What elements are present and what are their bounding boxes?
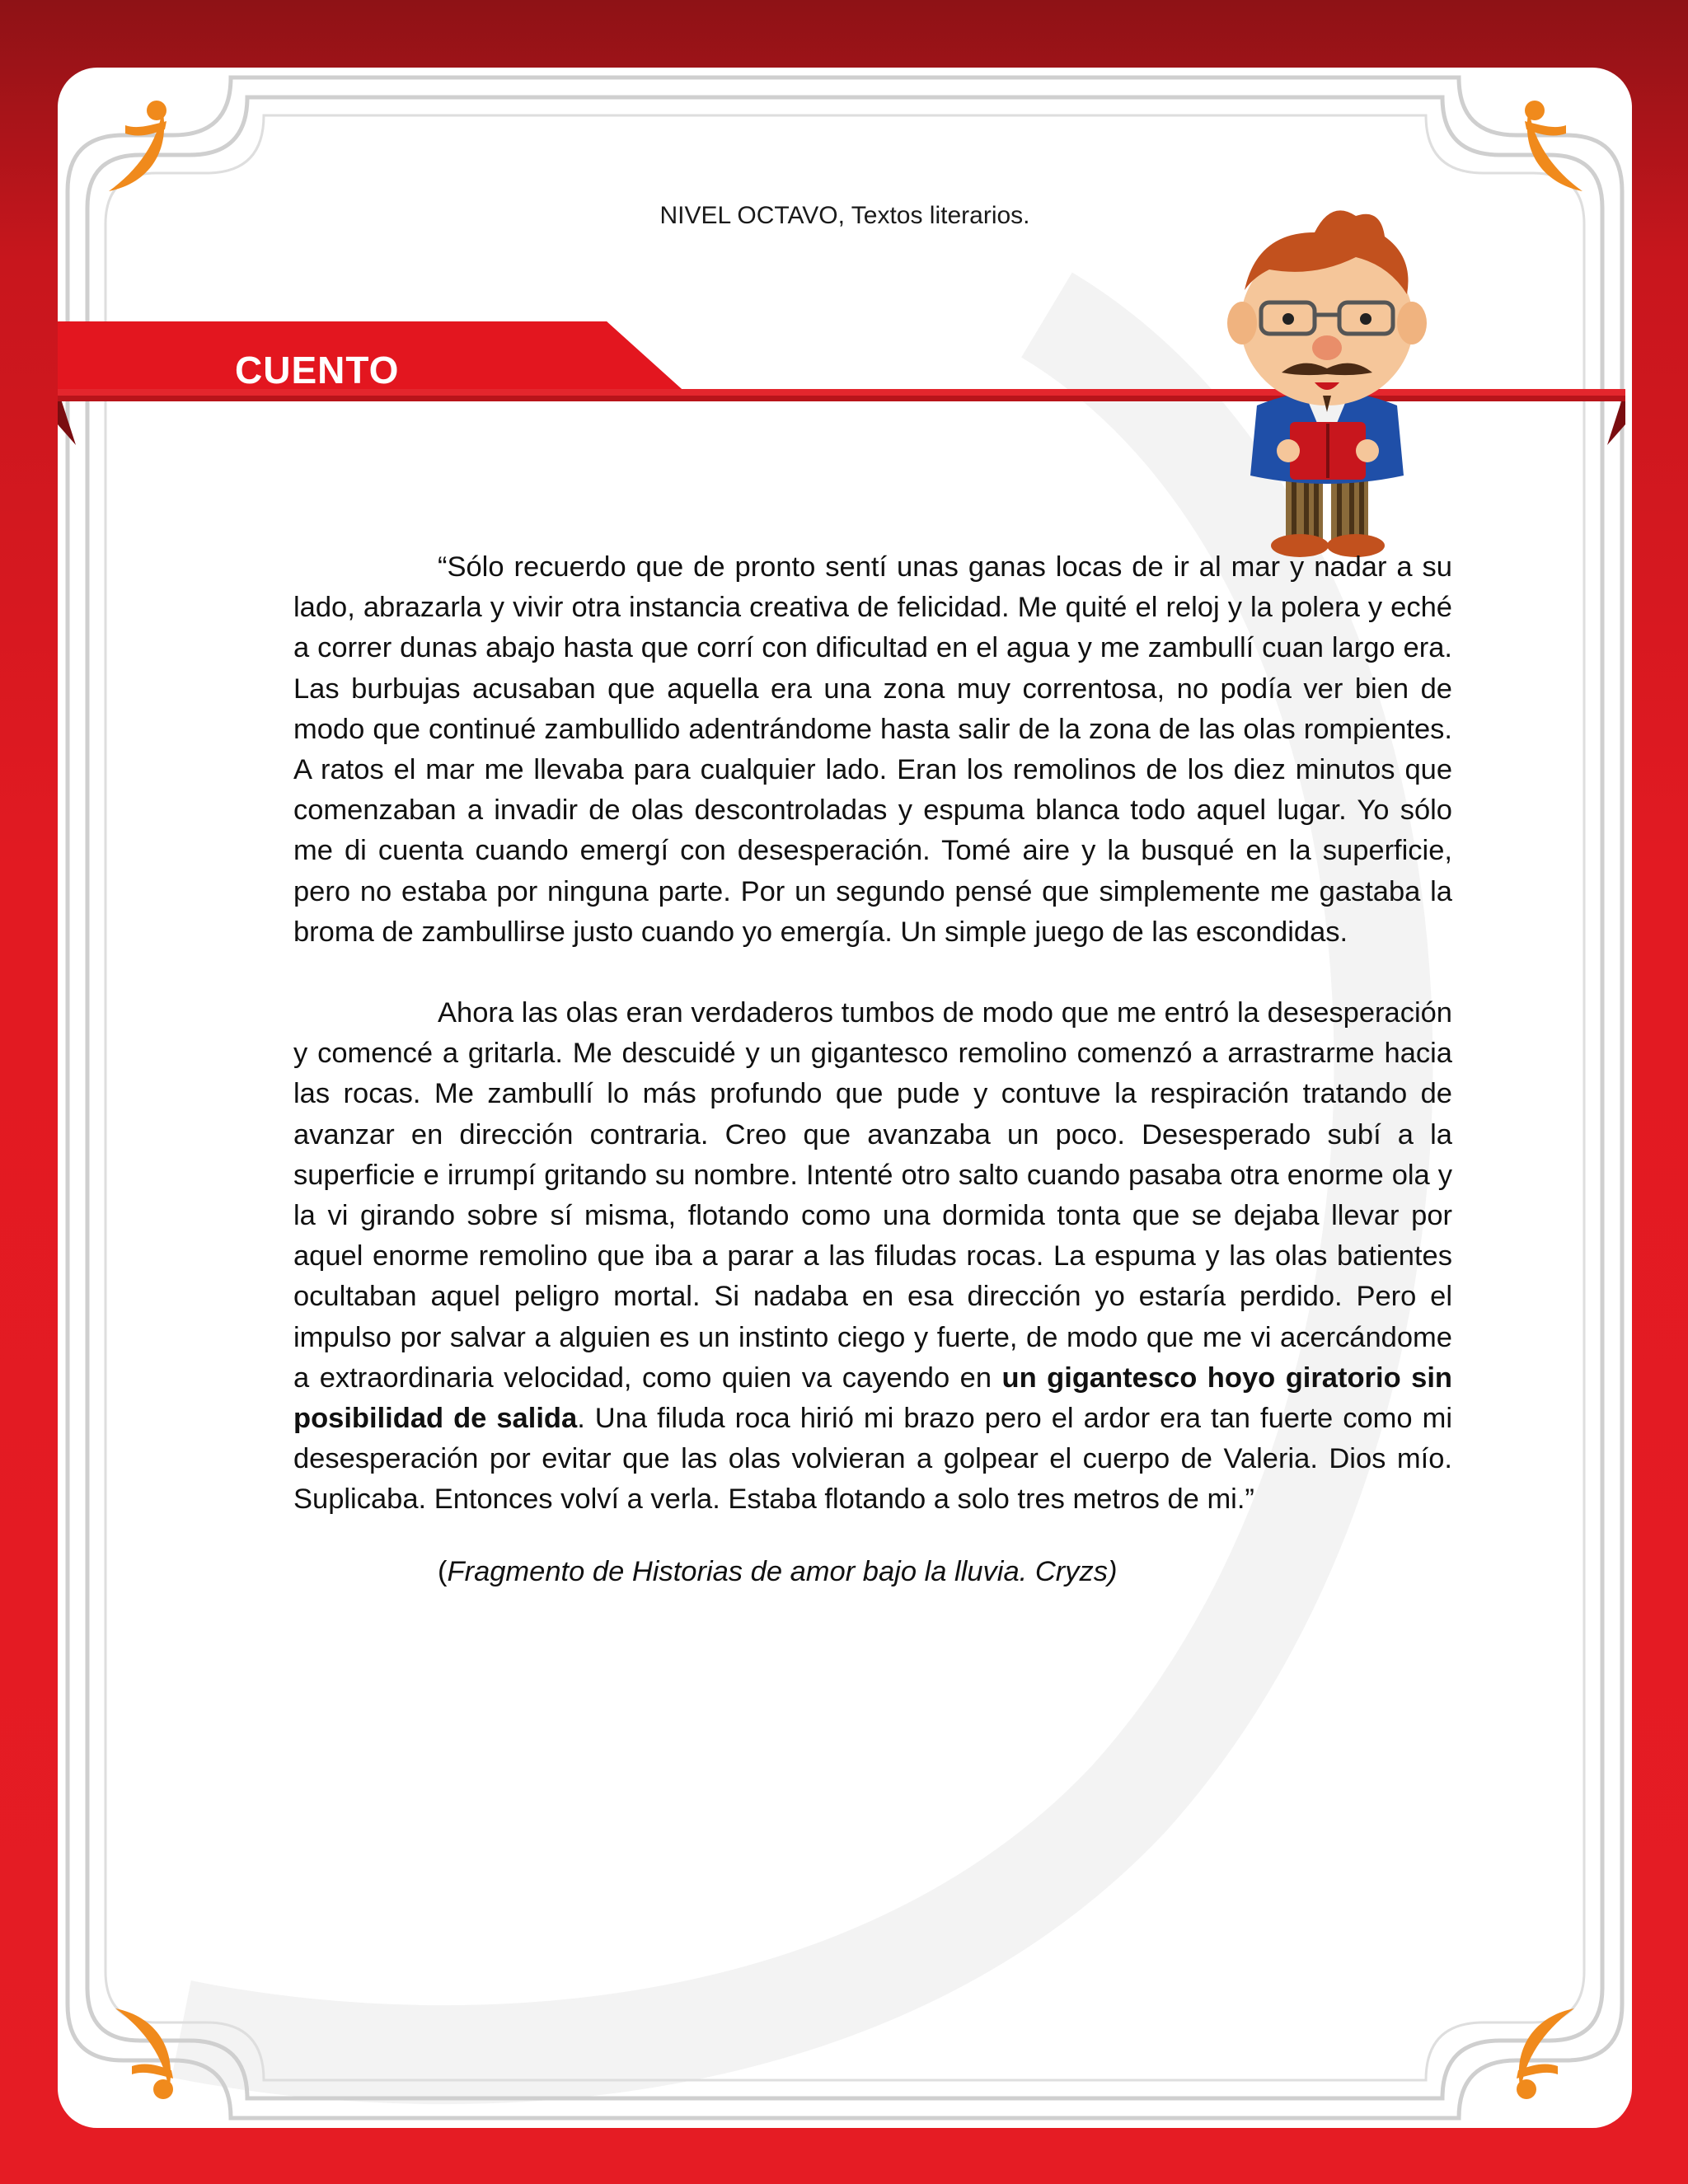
story-text <box>293 547 1452 1592</box>
leaping-person-logo-icon <box>92 92 191 199</box>
leaping-person-logo-icon <box>1492 2000 1591 2107</box>
story-paragraph-2 <box>293 993 1452 1521</box>
story-paragraph-1 <box>293 547 1452 953</box>
section-title: CUENTO <box>235 349 400 391</box>
paragraph-1-text: “Sólo recuerdo que de pronto sentí unas ganas locas de ir al mar y nadar a su lado, abrazarla y vivir otra instancia creativa de felicidad. Me quité el reloj y la polera y eché a correr dunas abajo hasta que corrí con dificultad en el agua y me zambullí cuan largo era. Las burbujas acusaban que aquella era una zona muy correntosa, no podía ver bien de modo que continué zambullido adentrándome hasta salir de la zona de las olas rompientes. A ratos el mar me llevaba para cualquier lado. Eran los remolinos de los diez minutos que comenzaban a invadir de olas descontroladas y espuma blanca todo aquel lugar. Yo sólo me di cuenta cuando emergí con desesperación. Tomé aire y la busqué en la superficie, pero no estaba por ninguna parte. Por un segundo pensé que simplemente me gastaba la broma de zambullirse justo cuando yo emergía. Un simple juego de las escondidas. <box>293 551 1452 948</box>
paragraph-2-end-text: . Una filuda roca hirió mi brazo pero el ardor era tan fuerte como mi desesperación por evitar que las olas volvieran a golpear el cuerpo de Valeria. Dios mío. Suplicaba. Entonces volví a verla. Estaba flotando a solo tres metros de mi.” <box>293 1403 1452 1516</box>
document-page <box>58 68 1632 2128</box>
paragraph-2-start-text: Ahora las olas eran verdaderos tumbos de modo que me entró la desesperación y comencé a gritarla. Me descuidé y un gigantesco remolino comenzó a arrastrarme hacia las rocas. Me zambullí lo más profundo que pude y contuve la respiración tratando de avanzar en dirección contraria. Creo que avanzaba un poco. Desesperado subí a la superficie e irrumpí gritando su nombre. Intenté otro salto cuando pasaba otra enorme ola y la vi girando sobre sí misma, flotando como una dormida tonta que se dejaba llevar por aquel enorme remolino que iba a parar a las filudas rocas. La espuma y las olas batientes ocultaban aquel peligro mortal. Si nadaba en esa dirección yo estaría perdido. Pero el impulso por salvar a alguien es un instinto ciego y fuerte, de modo que me vi acercándome a extraordinaria velocidad, como quien va cayendo en <box>293 997 1452 1394</box>
source-caption <box>438 1552 1452 1592</box>
level-header: NIVEL OCTAVO, Textos literarios. <box>659 202 1030 229</box>
caption-italic-text: Fragmento de Historias de amor bajo la lluvia. Cryzs) <box>447 1555 1118 1587</box>
leaping-person-logo-icon <box>1500 92 1599 199</box>
paragraph-2-bold-text: un gigantesco hoyo giratorio sin posibilidad de salida <box>293 1361 1452 1435</box>
teacher-mascot-icon <box>1191 199 1463 570</box>
caption-open-paren: ( <box>438 1555 448 1587</box>
leaping-person-logo-icon <box>99 2000 198 2107</box>
